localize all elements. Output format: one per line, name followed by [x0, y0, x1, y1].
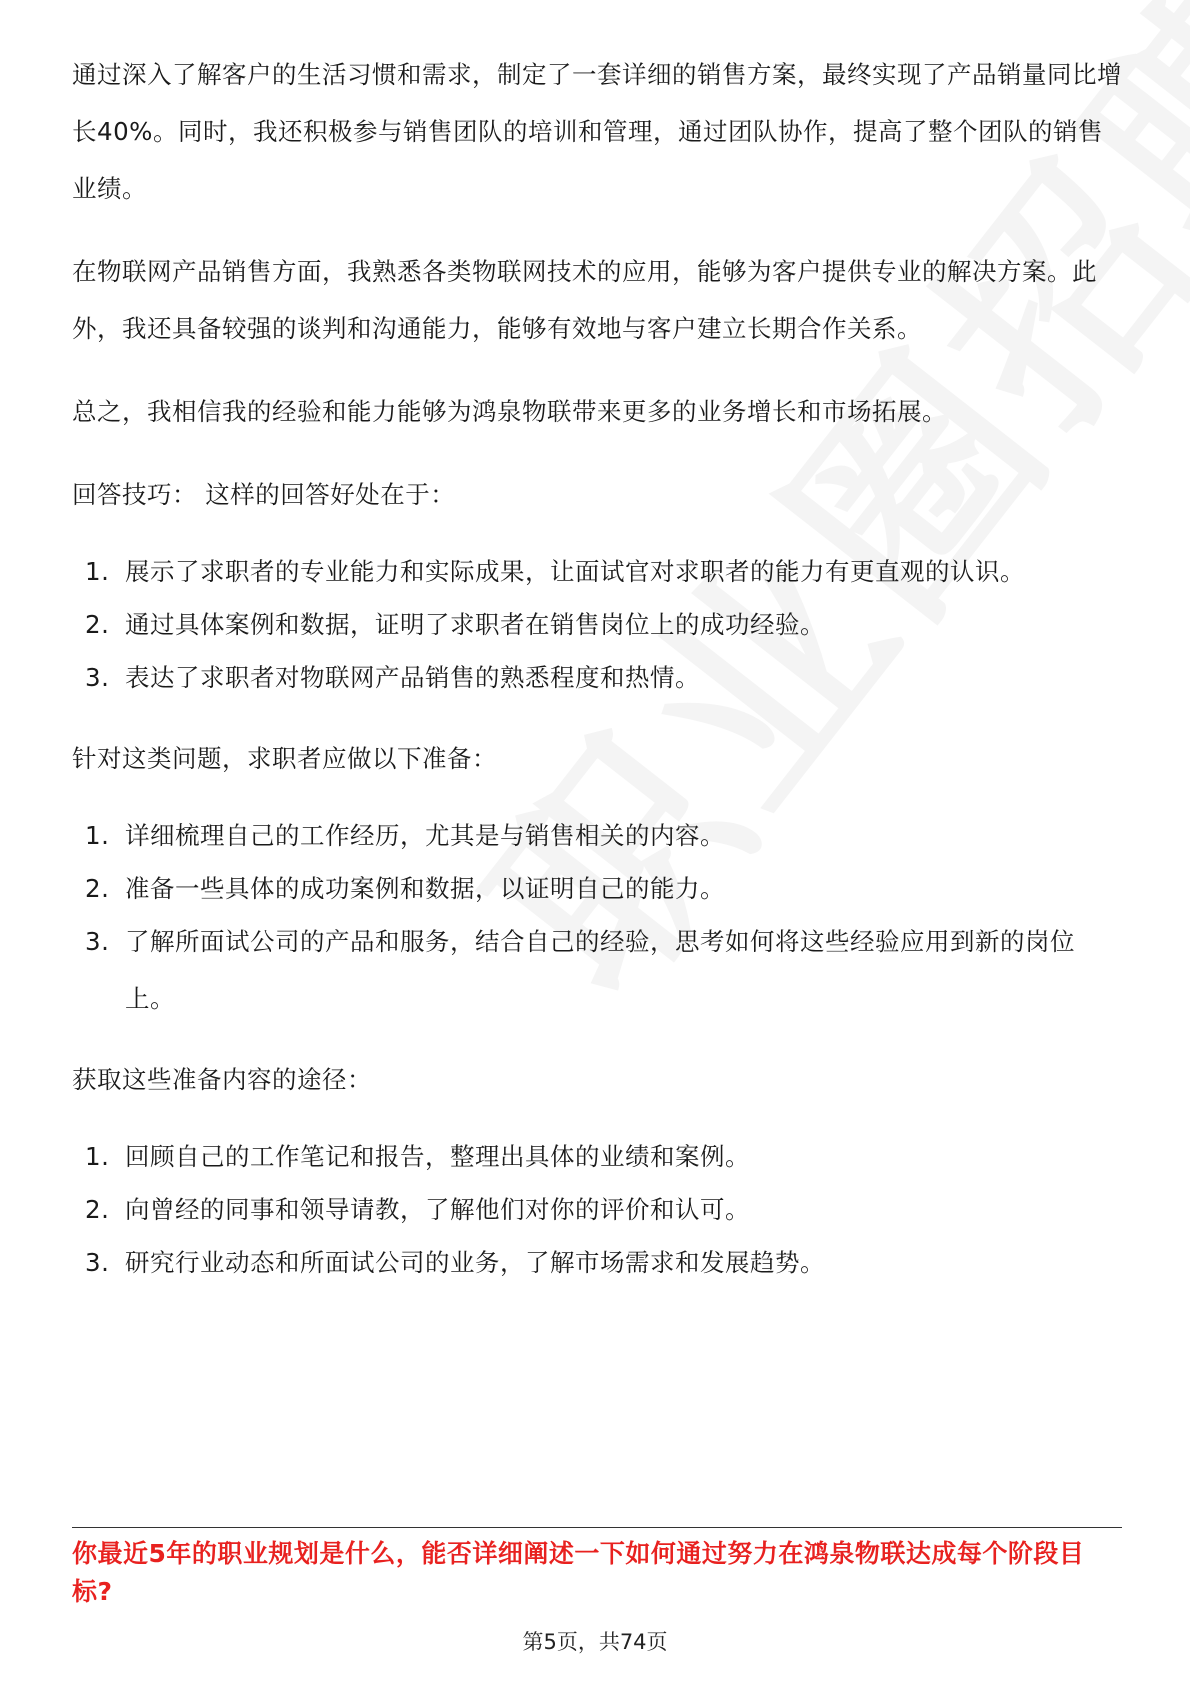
- list-text: 通过具体案例和数据，证明了求职者在销售岗位上的成功经验。: [125, 610, 825, 639]
- paragraph-sales-results: 通过深入了解客户的生活习惯和需求，制定了一套详细的销售方案，最终实现了产品销量同比增长40%。同时，我还积极参与销售团队的培训和管理，通过团队协作，提高了整个团队的销售业绩。: [72, 60, 1122, 203]
- list-number: 3.: [85, 1248, 110, 1277]
- tips-heading: 回答技巧： 这样的回答好处在于：: [72, 480, 456, 509]
- list-number: 1.: [85, 1142, 110, 1171]
- list-item: [72, 860, 1122, 917]
- list-number: 2.: [85, 1195, 110, 1224]
- document-body: [72, 46, 1122, 1291]
- list-item: [72, 649, 1122, 706]
- page-number-footer: 第5页，共74页: [522, 1630, 668, 1654]
- list-item: [72, 1128, 1122, 1185]
- list-item: [72, 807, 1122, 864]
- list-number: 3.: [85, 663, 110, 692]
- list-number: 1.: [85, 557, 110, 586]
- prep-heading: 针对这类问题，求职者应做以下准备：: [72, 744, 497, 773]
- list-number: 2.: [85, 610, 110, 639]
- list-number: 2.: [85, 874, 110, 903]
- prep-list: [72, 807, 1122, 1027]
- list-text: 回顾自己的工作笔记和报告，整理出具体的业绩和案例。: [125, 1142, 750, 1171]
- next-question-heading: 你最近5年的职业规划是什么，能否详细阐述一下如何通过努力在鸿泉物联达成每个阶段目标?: [72, 1539, 1085, 1606]
- source-heading: 获取这些准备内容的途径：: [72, 1065, 372, 1094]
- list-item: [72, 543, 1122, 600]
- paragraph-summary: 总之，我相信我的经验和能力能够为鸿泉物联带来更多的业务增长和市场拓展。: [72, 397, 947, 426]
- list-number: 3.: [85, 927, 110, 956]
- list-item: [72, 913, 1122, 1027]
- list-text: 准备一些具体的成功案例和数据，以证明自己的能力。: [125, 874, 725, 903]
- list-item: [72, 1181, 1122, 1238]
- list-number: 1.: [85, 821, 110, 850]
- list-text: 表达了求职者对物联网产品销售的熟悉程度和热情。: [125, 663, 700, 692]
- list-text: 详细梳理自己的工作经历，尤其是与销售相关的内容。: [125, 821, 725, 850]
- section-divider: [72, 1527, 1122, 1528]
- list-item: [72, 1234, 1122, 1291]
- list-text: 了解所面试公司的产品和服务，结合自己的经验，思考如何将这些经验应用到新的岗位上。: [125, 927, 1075, 1013]
- list-item: [72, 596, 1122, 653]
- list-text: 展示了求职者的专业能力和实际成果，让面试官对求职者的能力有更直观的认识。: [125, 557, 1025, 586]
- tips-list: [72, 543, 1122, 706]
- paragraph-iot-sales: 在物联网产品销售方面，我熟悉各类物联网技术的应用，能够为客户提供专业的解决方案。此外，我还具备较强的谈判和沟通能力，能够有效地与客户建立长期合作关系。: [72, 257, 1097, 343]
- list-text: 研究行业动态和所面试公司的业务，了解市场需求和发展趋势。: [125, 1248, 825, 1277]
- list-text: 向曾经的同事和领导请教，了解他们对你的评价和认可。: [125, 1195, 750, 1224]
- source-list: [72, 1128, 1122, 1291]
